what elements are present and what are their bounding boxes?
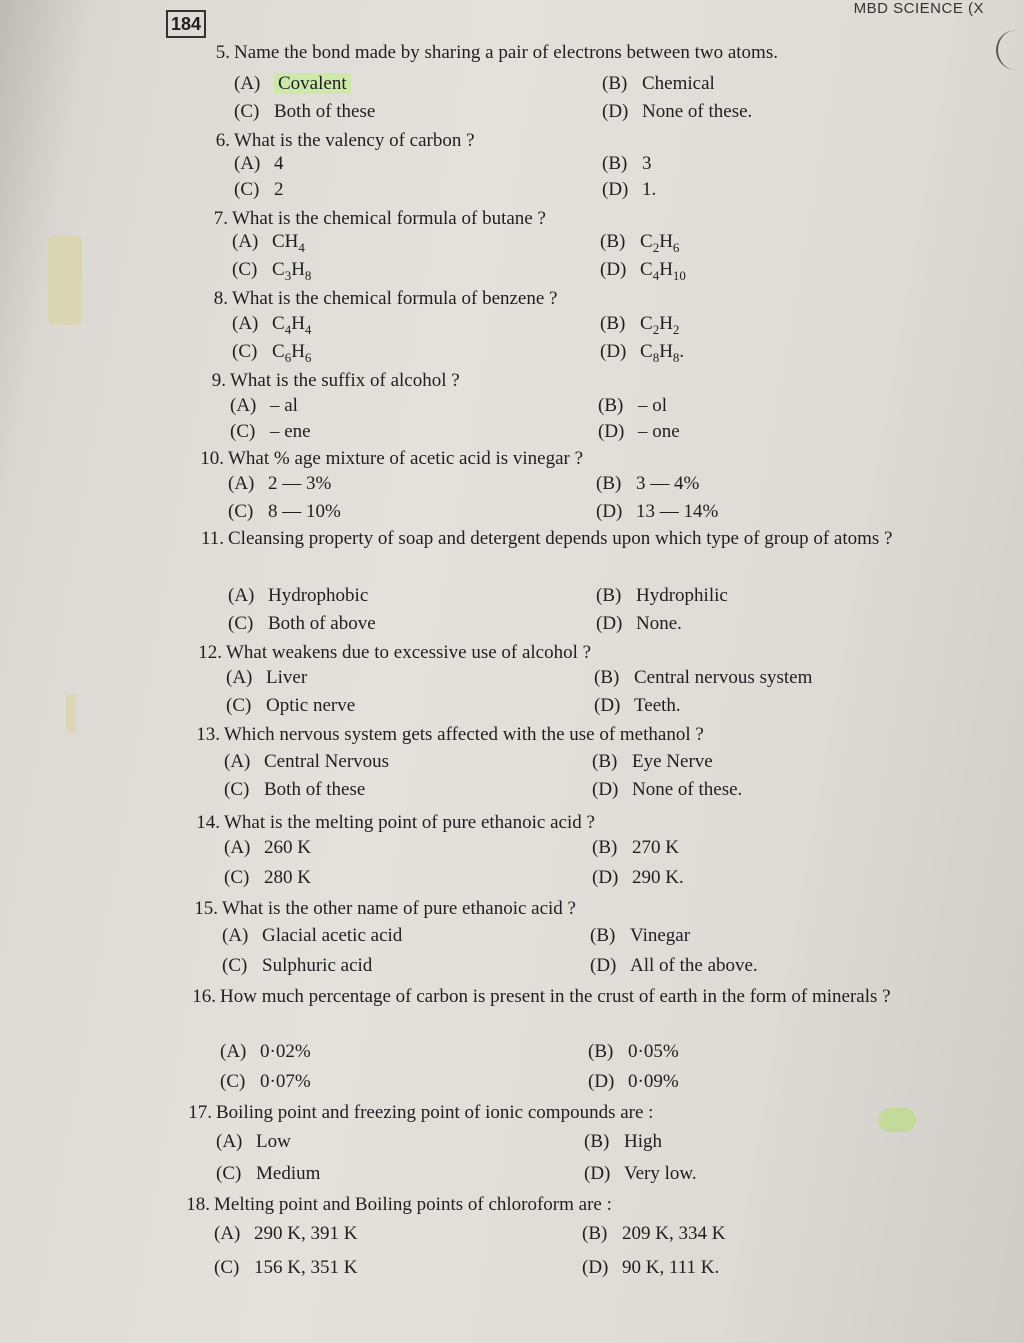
option-10-c bbox=[228, 500, 341, 524]
option-5-d bbox=[602, 100, 752, 124]
option-label: (C) bbox=[232, 259, 258, 280]
option-label: (A) bbox=[234, 153, 261, 174]
option-14-c bbox=[224, 866, 311, 890]
option-16-c bbox=[220, 1070, 311, 1094]
option-text: Liver bbox=[266, 667, 308, 688]
option-text: 209 K, 334 K bbox=[622, 1223, 726, 1244]
question-number: 13. bbox=[196, 724, 220, 745]
option-8-c bbox=[232, 340, 311, 370]
option-text: 0·02% bbox=[260, 1041, 311, 1062]
option-label: (C) bbox=[228, 501, 254, 522]
option-text: $C_4H_{10}$ bbox=[640, 259, 686, 283]
question-17 bbox=[188, 1100, 916, 1126]
option-13-a bbox=[224, 750, 389, 774]
option-text: 8 — 10% bbox=[268, 501, 341, 522]
option-17-a bbox=[216, 1130, 291, 1154]
option-17-d bbox=[584, 1162, 697, 1186]
option-label: (C) bbox=[224, 779, 250, 800]
option-text: – ol bbox=[638, 395, 668, 416]
option-9-c bbox=[230, 420, 311, 444]
question-text: How much percentage of carbon is present in the crust of earth in the form of minerals ? bbox=[220, 986, 891, 1007]
option-text: Chemical bbox=[642, 73, 715, 94]
question-text: What is the melting point of pure ethanoic acid ? bbox=[224, 812, 595, 833]
option-text: Hydrophilic bbox=[636, 585, 728, 606]
question-text: What is the suffix of alcohol ? bbox=[230, 370, 460, 391]
highlighter-smudge-small bbox=[66, 694, 76, 734]
option-11-d bbox=[596, 612, 682, 636]
option-label: (A) bbox=[224, 751, 251, 772]
option-text: 290 K. bbox=[632, 867, 684, 888]
question-15 bbox=[194, 896, 922, 922]
option-8-a bbox=[232, 312, 311, 342]
option-text: Optic nerve bbox=[266, 695, 356, 716]
option-label: (D) bbox=[582, 1257, 609, 1278]
option-6-d bbox=[602, 178, 656, 202]
question-number: 10. bbox=[200, 448, 224, 469]
option-label: (B) bbox=[596, 585, 622, 606]
option-label: (D) bbox=[594, 695, 621, 716]
option-text: – one bbox=[638, 421, 680, 442]
option-label: (A) bbox=[222, 925, 249, 946]
option-label: (B) bbox=[592, 837, 618, 858]
option-18-a bbox=[214, 1222, 357, 1246]
option-15-d bbox=[590, 954, 758, 978]
option-label: (C) bbox=[234, 101, 260, 122]
option-text: None of these. bbox=[632, 779, 743, 800]
option-text: All of the above. bbox=[630, 955, 758, 976]
option-text: 1. bbox=[642, 179, 657, 200]
option-11-a bbox=[228, 584, 368, 608]
option-label: (D) bbox=[592, 779, 619, 800]
question-text: What weakens due to excessive use of alcohol ? bbox=[226, 642, 592, 663]
option-text: – ene bbox=[270, 421, 311, 442]
option-label: (A) bbox=[228, 473, 255, 494]
option-text: Vinegar bbox=[630, 925, 691, 946]
question-text: What is the chemical formula of benzene ? bbox=[232, 288, 558, 309]
option-text: 260 K bbox=[264, 837, 311, 858]
option-15-c bbox=[222, 954, 372, 978]
option-text: 13 — 14% bbox=[636, 501, 719, 522]
option-7-a bbox=[232, 230, 305, 260]
option-11-b bbox=[596, 584, 728, 608]
option-label: (D) bbox=[602, 179, 629, 200]
option-17-b bbox=[584, 1130, 662, 1154]
option-10-b bbox=[596, 472, 699, 496]
option-label: (C) bbox=[232, 341, 258, 362]
option-label: (C) bbox=[220, 1071, 246, 1092]
option-label: (D) bbox=[600, 259, 627, 280]
option-label: (A) bbox=[234, 73, 261, 94]
question-number: 15. bbox=[194, 898, 218, 919]
option-5-b bbox=[602, 72, 715, 96]
option-10-a bbox=[228, 472, 331, 496]
option-label: (D) bbox=[584, 1163, 611, 1184]
option-14-b bbox=[592, 836, 679, 860]
question-number: 9. bbox=[211, 370, 226, 391]
option-label: (B) bbox=[598, 395, 624, 416]
option-text: Both of above bbox=[268, 613, 376, 634]
option-text: $C_8H_8$. bbox=[640, 341, 685, 365]
option-12-c bbox=[226, 694, 355, 718]
highlighter-smudge bbox=[48, 235, 82, 325]
option-text: 156 K, 351 K bbox=[254, 1257, 358, 1278]
option-label: (B) bbox=[602, 153, 628, 174]
option-text: Hydrophobic bbox=[268, 585, 369, 606]
question-text: What is the valency of carbon ? bbox=[234, 130, 475, 151]
option-label: (C) bbox=[226, 695, 252, 716]
question-text: Melting point and Boiling points of chloroform are : bbox=[214, 1194, 612, 1215]
option-14-d bbox=[592, 866, 684, 890]
option-16-b bbox=[588, 1040, 679, 1064]
option-label: (B) bbox=[584, 1131, 610, 1152]
option-label: (C) bbox=[222, 955, 248, 976]
option-text: $C_4H_4$ bbox=[272, 313, 312, 337]
option-text: Glacial acetic acid bbox=[262, 925, 403, 946]
question-5 bbox=[215, 40, 934, 66]
question-number: 7. bbox=[213, 208, 228, 229]
option-9-a bbox=[230, 394, 298, 418]
option-16-d bbox=[588, 1070, 679, 1094]
question-10 bbox=[200, 446, 928, 472]
option-label: (A) bbox=[226, 667, 253, 688]
option-label: (A) bbox=[232, 313, 259, 334]
question-text: Which nervous system gets affected with the use of methanol ? bbox=[224, 724, 704, 745]
option-8-b bbox=[600, 312, 679, 342]
question-9 bbox=[211, 368, 930, 394]
option-8-d bbox=[600, 340, 684, 370]
option-text: – al bbox=[270, 395, 298, 416]
option-label: (D) bbox=[596, 613, 623, 634]
option-label: (A) bbox=[224, 837, 251, 858]
option-text: Sulphuric acid bbox=[262, 955, 373, 976]
option-label: (B) bbox=[590, 925, 616, 946]
option-label: (B) bbox=[594, 667, 620, 688]
option-text: Both of these bbox=[264, 779, 366, 800]
option-12-a bbox=[226, 666, 307, 690]
option-label: (B) bbox=[600, 313, 626, 334]
option-label: (D) bbox=[600, 341, 627, 362]
option-text: 2 bbox=[274, 179, 284, 200]
option-label: (A) bbox=[214, 1223, 241, 1244]
question-number: 12. bbox=[198, 642, 222, 663]
option-label: (D) bbox=[598, 421, 625, 442]
question-18 bbox=[186, 1192, 914, 1218]
option-label: (D) bbox=[596, 501, 623, 522]
option-label: (A) bbox=[220, 1041, 247, 1062]
page-number: 184 bbox=[166, 10, 206, 38]
option-label: (A) bbox=[228, 585, 255, 606]
option-6-a bbox=[234, 152, 284, 176]
option-18-c bbox=[214, 1256, 357, 1280]
option-text: Both of these bbox=[274, 101, 376, 122]
option-label: (D) bbox=[592, 867, 619, 888]
option-text: $CH_4$ bbox=[272, 231, 305, 255]
option-text: $C_2H_2$ bbox=[640, 313, 680, 337]
option-label: (A) bbox=[216, 1131, 243, 1152]
option-text: 0·09% bbox=[628, 1071, 679, 1092]
option-text: Very low. bbox=[624, 1163, 697, 1184]
option-6-c bbox=[234, 178, 284, 202]
option-text: Central Nervous bbox=[264, 751, 390, 772]
option-16-a bbox=[220, 1040, 311, 1064]
option-text: 0·07% bbox=[260, 1071, 311, 1092]
option-label: (D) bbox=[590, 955, 617, 976]
question-11 bbox=[200, 526, 958, 552]
question-12 bbox=[198, 640, 926, 666]
option-text: $C_2H_6$ bbox=[640, 231, 680, 255]
question-13 bbox=[196, 722, 924, 748]
option-label: (A) bbox=[232, 231, 259, 252]
option-text: Teeth. bbox=[634, 695, 681, 716]
question-text: What is the other name of pure ethanoic acid ? bbox=[222, 898, 576, 919]
option-13-b bbox=[592, 750, 713, 774]
option-label: (C) bbox=[230, 421, 256, 442]
option-text: Covalent bbox=[274, 73, 351, 94]
option-6-b bbox=[602, 152, 652, 176]
option-text: 4 bbox=[274, 153, 284, 174]
option-label: (C) bbox=[234, 179, 260, 200]
option-13-c bbox=[224, 778, 365, 802]
option-label: (C) bbox=[214, 1257, 240, 1278]
option-text: Eye Nerve bbox=[632, 751, 713, 772]
page-edge-mark bbox=[996, 30, 1024, 70]
option-label: (B) bbox=[592, 751, 618, 772]
option-label: (D) bbox=[602, 101, 629, 122]
question-16 bbox=[192, 984, 960, 1010]
option-text: 0·05% bbox=[628, 1041, 679, 1062]
option-10-d bbox=[596, 500, 718, 524]
question-number: 14. bbox=[196, 812, 220, 833]
option-label: (B) bbox=[596, 473, 622, 494]
question-number: 11. bbox=[200, 528, 224, 549]
option-9-b bbox=[598, 394, 667, 418]
option-label: (C) bbox=[224, 867, 250, 888]
question-text: Name the bond made by sharing a pair of electrons between two atoms. bbox=[234, 42, 778, 63]
option-label: (B) bbox=[588, 1041, 614, 1062]
option-15-a bbox=[222, 924, 402, 948]
option-17-c bbox=[216, 1162, 320, 1186]
option-9-d bbox=[598, 420, 680, 444]
option-label: (B) bbox=[602, 73, 628, 94]
option-12-d bbox=[594, 694, 681, 718]
option-18-d bbox=[582, 1256, 719, 1280]
question-text: Boiling point and freezing point of ionic compounds are : bbox=[216, 1102, 654, 1123]
option-7-b bbox=[600, 230, 679, 260]
running-header: MBD SCIENCE (X bbox=[853, 0, 984, 17]
option-11-c bbox=[228, 612, 376, 636]
option-text: None of these. bbox=[642, 101, 753, 122]
question-number: 5. bbox=[215, 42, 230, 63]
option-label: (B) bbox=[582, 1223, 608, 1244]
option-text: 3 — 4% bbox=[636, 473, 700, 494]
question-6 bbox=[215, 128, 934, 154]
option-7-d bbox=[600, 258, 686, 288]
option-5-c bbox=[234, 100, 375, 124]
option-label: (B) bbox=[600, 231, 626, 252]
question-number: 17. bbox=[188, 1102, 212, 1123]
option-label: (A) bbox=[230, 395, 257, 416]
option-text: Low bbox=[256, 1131, 291, 1152]
question-14 bbox=[196, 810, 924, 836]
option-text: 3 bbox=[642, 153, 652, 174]
question-text: What % age mixture of acetic acid is vinegar ? bbox=[228, 448, 584, 469]
option-text: None. bbox=[636, 613, 682, 634]
option-text: $C_6H_6$ bbox=[272, 341, 312, 365]
question-8 bbox=[213, 286, 932, 312]
option-5-a bbox=[234, 72, 351, 96]
option-18-b bbox=[582, 1222, 725, 1246]
option-text: 290 K, 391 K bbox=[254, 1223, 358, 1244]
question-text: What is the chemical formula of butane ? bbox=[232, 208, 546, 229]
question-number: 18. bbox=[186, 1194, 210, 1215]
option-text: Medium bbox=[256, 1163, 321, 1184]
option-text: 2 — 3% bbox=[268, 473, 332, 494]
question-7 bbox=[213, 206, 932, 232]
question-number: 6. bbox=[215, 130, 230, 151]
option-13-d bbox=[592, 778, 742, 802]
option-label: (C) bbox=[216, 1163, 242, 1184]
option-15-b bbox=[590, 924, 690, 948]
option-text: $C_3H_8$ bbox=[272, 259, 312, 283]
option-label: (D) bbox=[588, 1071, 615, 1092]
question-number: 8. bbox=[213, 288, 228, 309]
option-14-a bbox=[224, 836, 311, 860]
option-text: Central nervous system bbox=[634, 667, 813, 688]
option-label: (C) bbox=[228, 613, 254, 634]
option-12-b bbox=[594, 666, 812, 690]
option-7-c bbox=[232, 258, 311, 288]
question-text: Cleansing property of soap and detergent depends upon which type of group of atoms ? bbox=[228, 528, 893, 549]
option-text: 280 K bbox=[264, 867, 311, 888]
question-number: 16. bbox=[192, 986, 216, 1007]
option-text: 90 K, 111 K. bbox=[622, 1257, 720, 1278]
option-text: High bbox=[624, 1131, 662, 1152]
option-text: 270 K bbox=[632, 837, 679, 858]
